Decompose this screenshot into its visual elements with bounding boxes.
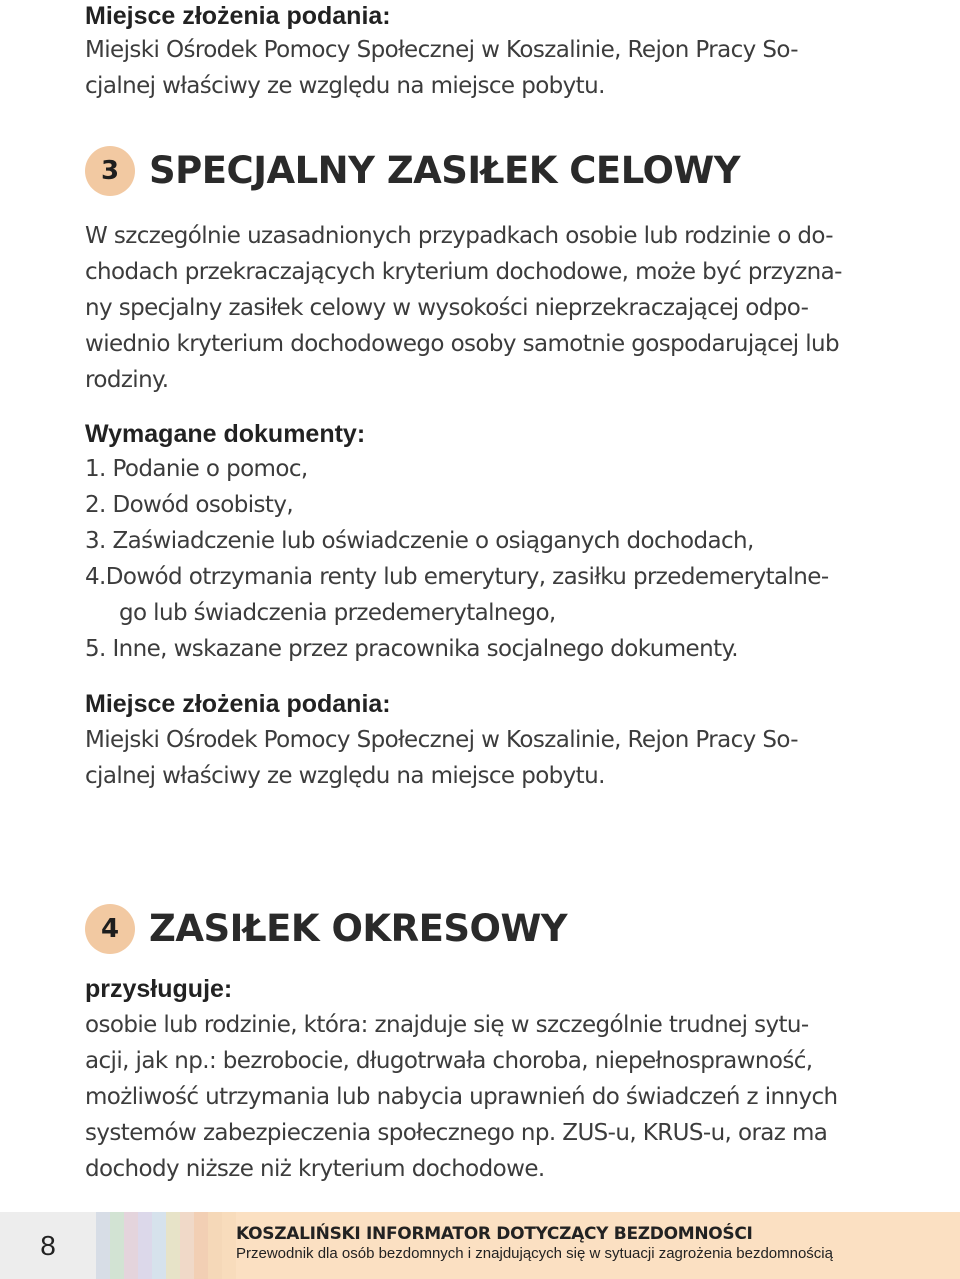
stripe [96, 1212, 110, 1279]
text-line: chodach przekraczających kryterium dochodowe, może być przyzna- [85, 259, 842, 285]
list-item-continuation: go lub świadczenia przedemerytalnego, [119, 600, 556, 626]
page-number: 8 [0, 1212, 96, 1279]
text-line: ny specjalny zasiłek celowy w wysokości nieprzekraczającej odpo- [85, 295, 809, 321]
list-item: 2. Dowód osobisty, [85, 492, 294, 518]
footer-subtitle: Przewodnik dla osób bezdomnych i znajdujących się w sytuacji zagrożenia bezdomnością [236, 1245, 833, 1262]
stripe [138, 1212, 152, 1279]
text-line: cjalnej właściwy ze względu na miejsce pobytu. [85, 763, 605, 789]
text-line: rodziny. [85, 367, 169, 393]
documents-list [85, 451, 829, 667]
text-line: możliwość utrzymania lub nabycia uprawnień do świadczeń z innych [85, 1084, 838, 1110]
list-item: 1. Podanie o pomoc, [85, 456, 308, 482]
section-3-intro [85, 218, 842, 398]
text-line: cjalnej właściwy ze względu na miejsce pobytu. [85, 73, 605, 99]
eligible-label: przysługuje: [85, 975, 233, 1003]
text-line: Miejski Ośrodek Pomocy Społecznej w Koszalinie, Rejon Pracy So- [85, 37, 798, 63]
documents-label: Wymagane dokumenty: [85, 420, 366, 448]
text-line: osobie lub rodzinie, która: znajduje się w szczególnie trudnej sytu- [85, 1012, 809, 1038]
list-item: 5. Inne, wskazane przez pracownika socjalnego dokumenty. [85, 636, 738, 662]
decorative-stripes [96, 1212, 236, 1279]
list-item: 4.Dowód otrzymania renty lub emerytury, zasiłku przedemerytalne- [85, 564, 829, 590]
stripe [110, 1212, 124, 1279]
page-footer [0, 1212, 960, 1279]
stripe [180, 1212, 194, 1279]
stripe [194, 1212, 208, 1279]
text-line: systemów zabezpieczenia społecznego np. ZUS-u, KRUS-u, oraz ma [85, 1120, 828, 1146]
text-line: W szczególnie uzasadnionych przypadkach osobie lub rodzinie o do- [85, 223, 833, 249]
section-3-place-text [85, 722, 798, 794]
stripe [208, 1212, 222, 1279]
section-title: ZASIŁEK OKRESOWY [149, 907, 568, 950]
section-3-place-label: Miejsce złożenia podania: [85, 690, 391, 718]
stripe [152, 1212, 166, 1279]
footer-title: KOSZALIŃSKI INFORMATOR DOTYCZĄCY BEZDOMNOŚCI [236, 1224, 753, 1244]
section-number-badge: 3 [85, 146, 135, 196]
section-4-text [85, 1007, 837, 1187]
stripe [124, 1212, 138, 1279]
text-line: dochody niższe niż kryterium dochodowe. [85, 1156, 545, 1182]
list-item: 3. Zaświadczenie lub oświadczenie o osiąganych dochodach, [85, 528, 754, 554]
top-place-text [85, 32, 798, 104]
top-place-label: Miejsce złożenia podania: [85, 2, 391, 30]
text-line: acji, jak np.: bezrobocie, długotrwała choroba, niepełnosprawność, [85, 1048, 813, 1074]
text-line: wiednio kryterium dochodowego osoby samotnie gospodarującej lub [85, 331, 840, 357]
footer-band [236, 1212, 960, 1279]
section-title: SPECJALNY ZASIŁEK CELOWY [149, 149, 741, 192]
text-line: Miejski Ośrodek Pomocy Społecznej w Koszalinie, Rejon Pracy So- [85, 727, 798, 753]
stripe [222, 1212, 236, 1279]
section-number-badge: 4 [85, 904, 135, 954]
stripe [166, 1212, 180, 1279]
